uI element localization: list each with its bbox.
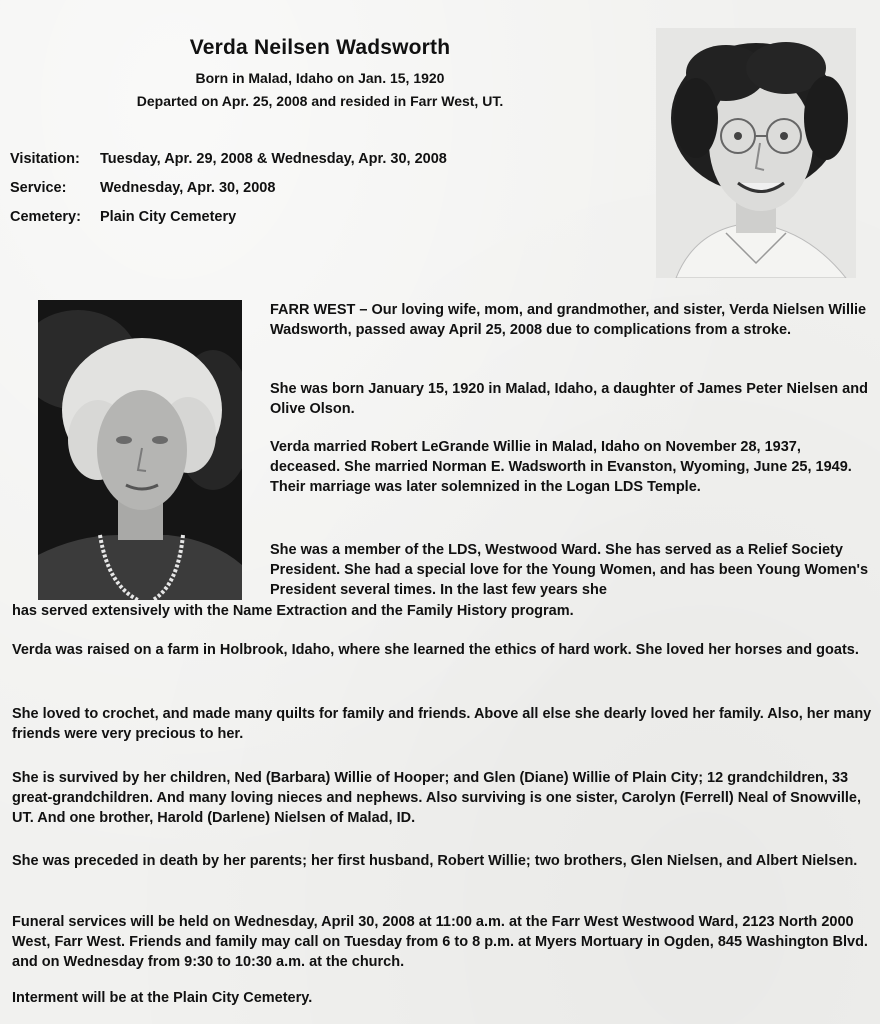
obituary-paragraph-8: She was preceded in death by her parents; her first husband, Robert Willie; two brothers, Glen Nielsen, and Albert Nielsen. xyxy=(12,853,858,869)
service-row xyxy=(10,180,275,196)
obituary-paragraph-7: She is survived by her children, Ned (Barbara) Willie of Hooper; and Glen (Diane) Willie of Plain City; 12 grandchildren, 33 great-grandchildren. And many loving nieces and nephews. Also surviving is one sister, Carolyn (Ferrell) Neal of Snowville, UT. And one brother, Harold (Darlene) Nielsen of Malad, ID. xyxy=(12,770,861,826)
portrait-young-photo xyxy=(656,28,856,278)
departed-line: Departed on Apr. 25, 2008 and resided in Farr West, UT. xyxy=(136,93,504,109)
cemetery-row xyxy=(10,209,236,225)
birth-line: Born in Malad, Idaho on Jan. 15, 1920 xyxy=(195,70,445,86)
cemetery-value: Plain City Cemetery xyxy=(100,209,237,225)
visitation-value: Tuesday, Apr. 29, 2008 & Wednesday, Apr. 30, 2008 xyxy=(100,151,447,167)
page-title: Verda Neilsen Wadsworth xyxy=(189,36,451,59)
obituary-paragraph-4: She was a member of the LDS, Westwood Ward. She has served as a Relief Society President. She had a special love for the Young Women, and has been Young Women's President several times. In the last few years she xyxy=(270,542,869,598)
obituary-paragraph-1: FARR WEST – Our loving wife, mom, and grandmother, and sister, Verda Nielsen Willie Wadsworth, passed away April 25, 2008 due to complications from a stroke. xyxy=(270,302,867,338)
obituary-paragraph-3: Verda married Robert LeGrande Willie in Malad, Idaho on November 28, 1937, deceased. She married Norman E. Wadsworth in Evanston, Wyoming, June 25, 1949. Their marriage was later solemnized in the Logan LDS Temple. xyxy=(270,439,852,495)
obituary-paragraph-6: She loved to crochet, and made many quilts for family and friends. Above all else she dearly loved her family. Also, her many friends were very precious to her. xyxy=(12,706,872,742)
obituary-paragraph-9: Funeral services will be held on Wednesday, April 30, 2008 at 11:00 a.m. at the Farr West Westwood Ward, 2123 North 2000 West, Farr West. Friends and family may call on Tuesday from 6 to 8 p.m. at Myers Mortuary in Ogden, 845 Washington Blvd. and on Wednesday from 9:30 to 10:30 a.m. at the church. xyxy=(12,914,868,970)
visitation-label: Visitation: xyxy=(10,151,80,167)
portrait-older-photo xyxy=(38,300,242,600)
obituary-paragraph-5: Verda was raised on a farm in Holbrook, Idaho, where she learned the ethics of hard work. She loved her horses and goats. xyxy=(12,642,859,658)
obituary-paragraph-10: Interment will be at the Plain City Cemetery. xyxy=(12,990,313,1006)
service-label: Service: xyxy=(10,180,67,196)
obituary-paragraph-4-continued: has served extensively with the Name Extraction and the Family History program. xyxy=(12,603,574,619)
service-value: Wednesday, Apr. 30, 2008 xyxy=(100,180,276,196)
obituary-paragraph-2: She was born January 15, 1920 in Malad, Idaho, a daughter of James Peter Nielsen and Olive Olson. xyxy=(270,381,868,417)
visitation-row xyxy=(10,151,447,167)
cemetery-label: Cemetery: xyxy=(10,209,81,225)
